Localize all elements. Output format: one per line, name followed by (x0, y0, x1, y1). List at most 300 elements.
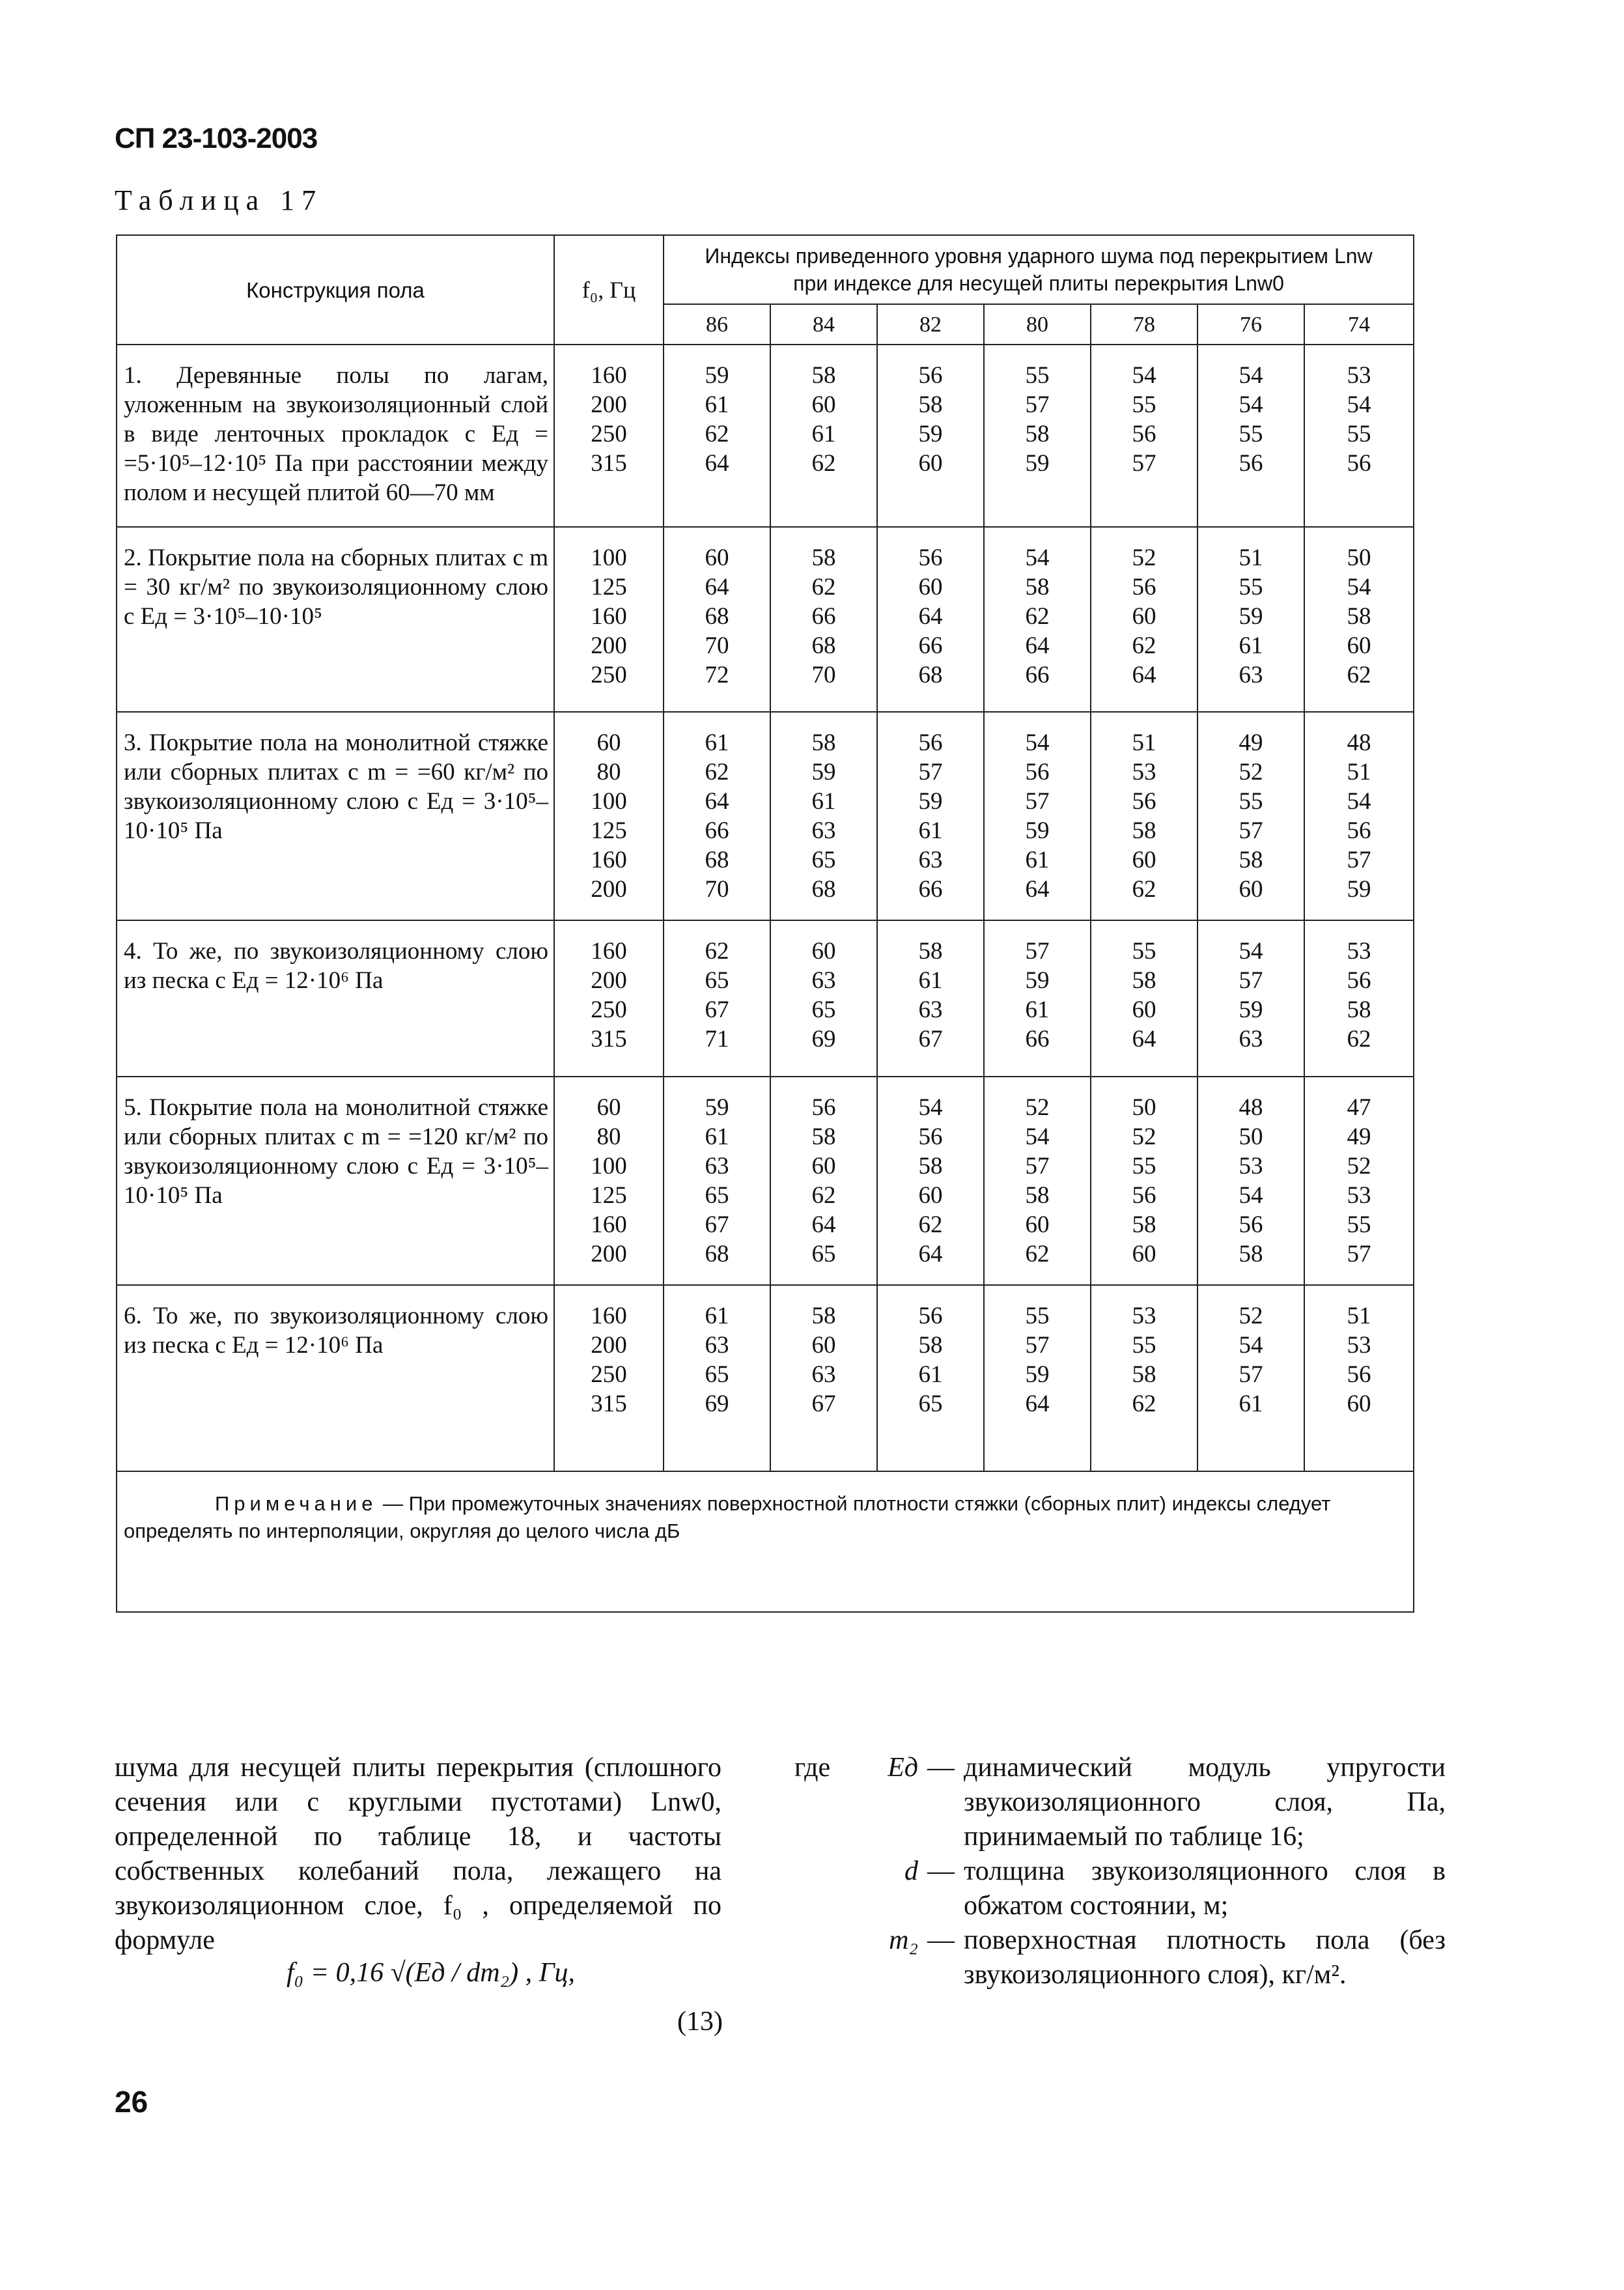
index-value: 61 (705, 1124, 729, 1150)
table-row (117, 527, 1414, 712)
index-value-cell (664, 1285, 770, 1471)
index-value-cell (984, 920, 1091, 1077)
index-value: 50 (1239, 1124, 1263, 1150)
index-value: 61 (1239, 1391, 1263, 1417)
index-value: 60 (918, 574, 943, 601)
index-value: 57 (918, 759, 943, 785)
index-value: 59 (1025, 967, 1050, 994)
note-lead: Примечание (215, 1492, 378, 1515)
definition-item (794, 1854, 1446, 1923)
note-text: — При промежуточных значениях поверхностной плотности стяжки (сборных плит) индексы следует определять по интерполяции, округляя до целого числа дБ (124, 1492, 1331, 1542)
index-value-cell (1197, 920, 1304, 1077)
index-value-cell (1304, 1077, 1414, 1285)
frequency-value: 250 (591, 997, 627, 1023)
index-value: 56 (1132, 1182, 1156, 1209)
index-value: 56 (1239, 450, 1263, 477)
index-value: 61 (1025, 847, 1050, 873)
index-value: 59 (811, 759, 836, 785)
index-value-cell (984, 1077, 1091, 1285)
index-value: 57 (1132, 450, 1156, 477)
index-value: 54 (1347, 391, 1371, 418)
index-value: 52 (1239, 1303, 1263, 1329)
index-column-header: 78 (1091, 304, 1197, 345)
frequency-value: 200 (591, 632, 627, 659)
index-value-cell (664, 527, 770, 712)
index-value: 66 (918, 876, 943, 903)
index-value: 62 (811, 450, 836, 477)
index-value: 59 (918, 788, 943, 815)
index-value-cell (1197, 1285, 1304, 1471)
index-value: 63 (1239, 1026, 1263, 1053)
index-value-cell (1304, 345, 1414, 527)
index-value-cell (877, 712, 984, 920)
index-value: 58 (1025, 1182, 1050, 1209)
index-value: 59 (705, 1094, 729, 1121)
index-value-cell (984, 345, 1091, 527)
index-value: 62 (705, 421, 729, 447)
index-value: 55 (1132, 391, 1156, 418)
index-value: 55 (1132, 1153, 1156, 1180)
construction-description: 3. Покрытие пола на монолитной стяжке или сборных плитах с m = =60 кг/м² по звукоизоляционному слою с Eд = 3·10⁵–10·10⁵ Па (117, 712, 554, 920)
index-value: 60 (811, 938, 836, 965)
index-value: 62 (1132, 876, 1156, 903)
table-body (117, 345, 1414, 1471)
index-value: 49 (1347, 1124, 1371, 1150)
index-value: 64 (918, 603, 943, 630)
index-value: 68 (705, 1241, 729, 1267)
dash: — (927, 1925, 955, 1955)
index-value: 62 (918, 1211, 943, 1238)
index-value: 61 (1239, 632, 1263, 659)
page-number: 26 (115, 2085, 148, 2119)
where-label (794, 1923, 866, 1992)
index-value: 54 (1025, 1124, 1050, 1150)
frequency-value: 200 (591, 1241, 627, 1267)
document-code: СП 23-103-2003 (115, 122, 318, 154)
index-value: 68 (811, 876, 836, 903)
index-value: 53 (1239, 1153, 1263, 1180)
index-value: 58 (1132, 1361, 1156, 1388)
index-value: 68 (705, 603, 729, 630)
frequency-cell (554, 920, 664, 1077)
index-value: 60 (811, 1153, 836, 1180)
index-value-cell (1304, 712, 1414, 920)
index-value-cell (770, 920, 877, 1077)
index-value: 58 (1347, 997, 1371, 1023)
index-value: 63 (705, 1332, 729, 1359)
index-value: 66 (1025, 662, 1050, 688)
index-value: 52 (1025, 1094, 1050, 1121)
index-value: 55 (1347, 421, 1371, 447)
index-value: 64 (705, 574, 729, 601)
index-value-cell (1304, 1285, 1414, 1471)
index-column-header: 74 (1304, 304, 1414, 345)
index-value: 70 (705, 632, 729, 659)
index-value: 56 (918, 1124, 943, 1150)
frequency-cell (554, 1077, 664, 1285)
index-value: 56 (918, 544, 943, 571)
index-column-header: 86 (664, 304, 770, 345)
frequency-value: 80 (596, 759, 621, 785)
definition-item (794, 1751, 1446, 1854)
frequency-value: 315 (591, 1026, 627, 1053)
index-value: 55 (1347, 1211, 1371, 1238)
frequency-value: 160 (591, 1303, 627, 1329)
frequency-value: 250 (591, 1361, 627, 1388)
index-value: 65 (811, 847, 836, 873)
index-value: 66 (811, 603, 836, 630)
index-value: 61 (705, 391, 729, 418)
index-value: 65 (705, 1361, 729, 1388)
index-value: 64 (1132, 1026, 1156, 1053)
index-value: 57 (1347, 1241, 1371, 1267)
index-value: 67 (811, 1391, 836, 1417)
index-value: 57 (1025, 938, 1050, 965)
index-value-cell (664, 920, 770, 1077)
index-value: 56 (1347, 967, 1371, 994)
table-caption: Таблица 17 (115, 184, 324, 216)
definitions-list (794, 1751, 1446, 1992)
index-value: 63 (918, 997, 943, 1023)
index-value: 63 (705, 1153, 729, 1180)
table-row (117, 712, 1414, 920)
table-note (117, 1471, 1414, 1612)
index-column-header: 80 (984, 304, 1091, 345)
index-value: 61 (705, 1303, 729, 1329)
index-value: 60 (811, 391, 836, 418)
frequency-cell (554, 1285, 664, 1471)
index-value-cell (664, 712, 770, 920)
index-value-cell (1091, 345, 1197, 527)
index-value: 54 (1025, 729, 1050, 756)
index-value: 57 (1239, 817, 1263, 844)
index-value: 54 (918, 1094, 943, 1121)
frequency-value: 200 (591, 391, 627, 418)
index-value: 60 (1239, 876, 1263, 903)
index-value-cell (984, 1285, 1091, 1471)
frequency-value: 125 (591, 574, 627, 601)
index-value: 59 (1239, 603, 1263, 630)
frequency-value: 160 (591, 847, 627, 873)
index-value: 58 (1132, 967, 1156, 994)
index-value: 58 (1347, 603, 1371, 630)
frequency-value: 125 (591, 817, 627, 844)
index-value: 51 (1347, 759, 1371, 785)
frequency-value: 160 (591, 1211, 627, 1238)
index-value: 53 (1347, 938, 1371, 965)
frequency-value: 200 (591, 967, 627, 994)
index-value: 71 (705, 1026, 729, 1053)
index-value: 66 (918, 632, 943, 659)
frequency-value: 80 (596, 1124, 621, 1150)
index-value: 58 (1025, 574, 1050, 601)
index-value-cell (1091, 1285, 1197, 1471)
construction-description: 5. Покрытие пола на монолитной стяжке или сборных плитах с m = =120 кг/м² по звукоизоляционному слою с Eд = 3·10⁵–10·10⁵ Па (117, 1077, 554, 1285)
index-value-cell (1091, 920, 1197, 1077)
index-value: 70 (705, 876, 729, 903)
index-value: 68 (705, 847, 729, 873)
index-value: 53 (1132, 1303, 1156, 1329)
index-value: 58 (918, 1153, 943, 1180)
index-value: 58 (811, 1124, 836, 1150)
index-value: 52 (1347, 1153, 1371, 1180)
index-value: 57 (1239, 967, 1263, 994)
frequency-cell (554, 527, 664, 712)
frequency-value: 100 (591, 544, 627, 571)
index-value: 67 (705, 997, 729, 1023)
frequency-value: 315 (591, 1391, 627, 1417)
index-value: 68 (918, 662, 943, 688)
index-value: 55 (1132, 938, 1156, 965)
index-value: 64 (918, 1241, 943, 1267)
formula-number: (13) (677, 2007, 723, 2037)
header-indices-line2: при индексе для несущей плиты перекрытия Lnw0 (793, 272, 1284, 295)
index-value: 51 (1347, 1303, 1371, 1329)
index-value: 62 (1347, 662, 1371, 688)
frequency-value: 125 (591, 1182, 627, 1209)
frequency-value: 200 (591, 876, 627, 903)
frequency-value: 160 (591, 938, 627, 965)
definition-text: толщина звукоизоляционного слоя в обжатом состоянии, м; (964, 1856, 1446, 1921)
index-value: 58 (1239, 847, 1263, 873)
index-value: 62 (1025, 1241, 1050, 1267)
index-value: 62 (811, 1182, 836, 1209)
index-value: 48 (1239, 1094, 1263, 1121)
index-value: 59 (705, 362, 729, 389)
frequency-value: 250 (591, 421, 627, 447)
formula: f₀ = 0,16 √(Eд / dm₂) , Гц, (287, 1958, 576, 1988)
index-value: 68 (811, 632, 836, 659)
frequency-value: 60 (596, 729, 621, 756)
index-value: 66 (705, 817, 729, 844)
index-value: 61 (705, 729, 729, 756)
index-value: 55 (1132, 1332, 1156, 1359)
index-value-cell (984, 712, 1091, 920)
index-value: 58 (918, 1332, 943, 1359)
index-value: 58 (1132, 1211, 1156, 1238)
index-value-cell (1197, 345, 1304, 527)
definition-symbol: Eд (888, 1753, 918, 1783)
index-value: 50 (1347, 544, 1371, 571)
index-value: 62 (1132, 632, 1156, 659)
index-value: 60 (918, 450, 943, 477)
index-value-cell (664, 1077, 770, 1285)
index-value: 65 (705, 967, 729, 994)
index-value: 64 (1025, 1391, 1050, 1417)
index-value-cell (1197, 712, 1304, 920)
index-value: 52 (1239, 759, 1263, 785)
table-row (117, 1077, 1414, 1285)
definition-symbol: m₂ (889, 1925, 918, 1955)
body-paragraph: шума для несущей плиты перекрытия (сплошного сечения или с круглыми пустотами) Lnw0, определенной по таблице 18, и частоты собственных колебаний пола, лежащего на звукоизоляционном слое, f₀ , определяемой по формуле (115, 1753, 721, 1955)
index-value-cell (877, 920, 984, 1077)
index-value: 62 (1347, 1026, 1371, 1053)
index-value: 56 (1347, 1361, 1371, 1388)
index-value: 64 (705, 788, 729, 815)
index-value: 58 (811, 362, 836, 389)
index-value: 59 (1347, 876, 1371, 903)
index-value: 57 (1025, 788, 1050, 815)
index-value: 51 (1239, 544, 1263, 571)
index-value: 69 (705, 1391, 729, 1417)
index-value: 56 (1239, 1211, 1263, 1238)
index-column-header: 82 (877, 304, 984, 345)
index-value: 59 (1025, 450, 1050, 477)
index-value: 67 (705, 1211, 729, 1238)
index-value: 64 (705, 450, 729, 477)
index-value: 57 (1025, 391, 1050, 418)
index-value: 63 (811, 1361, 836, 1388)
index-value: 62 (1025, 603, 1050, 630)
index-value: 58 (918, 391, 943, 418)
index-value: 60 (1347, 1391, 1371, 1417)
index-value-cell (664, 345, 770, 527)
index-value: 64 (1025, 632, 1050, 659)
index-value-cell (1304, 920, 1414, 1077)
index-value: 63 (811, 817, 836, 844)
where-label (794, 1854, 866, 1923)
definition-item (794, 1923, 1446, 1992)
table-row (117, 345, 1414, 527)
index-value-cell (770, 345, 877, 527)
index-value: 54 (1347, 788, 1371, 815)
index-value: 67 (918, 1026, 943, 1053)
index-value: 63 (811, 967, 836, 994)
index-value: 61 (1025, 997, 1050, 1023)
index-value: 58 (811, 1303, 836, 1329)
index-value: 54 (1025, 544, 1050, 571)
index-value: 53 (1132, 759, 1156, 785)
index-value: 69 (811, 1026, 836, 1053)
index-value: 52 (1132, 1124, 1156, 1150)
index-value: 56 (1132, 574, 1156, 601)
where-label: где (794, 1753, 831, 1783)
index-value: 65 (705, 1182, 729, 1209)
frequency-cell (554, 712, 664, 920)
index-value-cell (1197, 1077, 1304, 1285)
index-value: 60 (1132, 1241, 1156, 1267)
index-value: 56 (1132, 788, 1156, 815)
construction-description: 4. То же, по звукоизоляционному слою из песка с Eд = 12·10⁶ Па (117, 920, 554, 1077)
index-value: 50 (1132, 1094, 1156, 1121)
header-construction: Конструкция пола (117, 235, 554, 345)
index-value: 56 (918, 362, 943, 389)
index-value: 53 (1347, 362, 1371, 389)
index-value: 61 (918, 817, 943, 844)
index-value: 63 (1239, 662, 1263, 688)
index-value-cell (1304, 527, 1414, 712)
index-value-cell (877, 1077, 984, 1285)
index-value: 48 (1347, 729, 1371, 756)
index-value: 63 (918, 847, 943, 873)
index-value: 62 (705, 759, 729, 785)
index-value: 72 (705, 662, 729, 688)
index-value: 54 (1132, 362, 1156, 389)
index-value: 55 (1025, 362, 1050, 389)
index-value-cell (877, 345, 984, 527)
index-value: 56 (1132, 421, 1156, 447)
index-value: 65 (811, 997, 836, 1023)
frequency-cell (554, 345, 664, 527)
frequency-value: 100 (591, 788, 627, 815)
index-value: 56 (1347, 450, 1371, 477)
index-value: 59 (1239, 997, 1263, 1023)
frequency-value: 160 (591, 362, 627, 389)
table-row (117, 1285, 1414, 1471)
index-value: 54 (1239, 1332, 1263, 1359)
index-value: 56 (811, 1094, 836, 1121)
index-value-cell (984, 527, 1091, 712)
frequency-value: 315 (591, 450, 627, 477)
index-value: 55 (1239, 574, 1263, 601)
frequency-value: 250 (591, 662, 627, 688)
definition-symbol: d (904, 1856, 918, 1886)
index-value: 59 (1025, 817, 1050, 844)
index-value: 60 (1132, 603, 1156, 630)
index-value: 60 (705, 544, 729, 571)
index-value: 54 (1347, 574, 1371, 601)
index-value: 65 (918, 1391, 943, 1417)
dash: — (927, 1753, 955, 1783)
table-row (117, 920, 1414, 1077)
index-value-cell (770, 527, 877, 712)
index-value: 64 (811, 1211, 836, 1238)
index-value: 66 (1025, 1026, 1050, 1053)
index-value: 62 (811, 574, 836, 601)
index-value: 56 (918, 1303, 943, 1329)
index-value: 53 (1347, 1332, 1371, 1359)
index-value: 49 (1239, 729, 1263, 756)
index-value-cell (1091, 1077, 1197, 1285)
index-value: 58 (811, 544, 836, 571)
header-frequency: f₀, Гц (554, 235, 664, 345)
frequency-value: 160 (591, 603, 627, 630)
index-value: 54 (1239, 362, 1263, 389)
index-value: 52 (1132, 544, 1156, 571)
index-value: 60 (1132, 997, 1156, 1023)
frequency-value: 200 (591, 1332, 627, 1359)
index-value: 60 (1132, 847, 1156, 873)
index-value-cell (1091, 527, 1197, 712)
index-value-cell (877, 527, 984, 712)
index-value: 53 (1347, 1182, 1371, 1209)
frequency-value: 100 (591, 1153, 627, 1180)
index-value: 57 (1025, 1332, 1050, 1359)
index-value: 56 (1025, 759, 1050, 785)
index-value: 58 (1025, 421, 1050, 447)
index-value: 64 (1132, 662, 1156, 688)
dash: — (927, 1856, 955, 1886)
index-value: 55 (1239, 788, 1263, 815)
index-value: 70 (811, 662, 836, 688)
index-value: 56 (918, 729, 943, 756)
index-value: 60 (918, 1182, 943, 1209)
index-value: 47 (1347, 1094, 1371, 1121)
index-column-header: 76 (1197, 304, 1304, 345)
data-table (116, 234, 1414, 1613)
index-value: 58 (1239, 1241, 1263, 1267)
index-value: 61 (918, 1361, 943, 1388)
index-value: 60 (1025, 1211, 1050, 1238)
construction-description: 6. То же, по звукоизоляционному слою из песка с Eд = 12·10⁶ Па (117, 1285, 554, 1471)
index-value: 65 (811, 1241, 836, 1267)
index-value: 61 (811, 788, 836, 815)
index-value: 61 (918, 967, 943, 994)
index-column-header: 84 (770, 304, 877, 345)
index-value-cell (877, 1285, 984, 1471)
index-value: 59 (1025, 1361, 1050, 1388)
index-value-cell (1197, 527, 1304, 712)
